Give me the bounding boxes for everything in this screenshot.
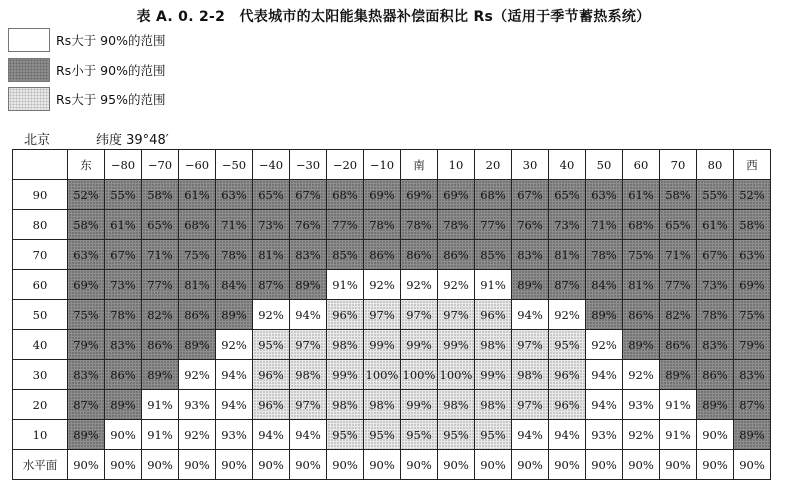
ratio-cell: 63% bbox=[216, 180, 253, 210]
ratio-cell: 90% bbox=[697, 420, 734, 450]
ratio-cell: 83% bbox=[290, 240, 327, 270]
ratio-cell: 86% bbox=[697, 360, 734, 390]
ratio-cell: 95% bbox=[438, 420, 475, 450]
column-header: −10 bbox=[364, 150, 401, 180]
ratio-cell: 67% bbox=[512, 180, 549, 210]
ratio-cell: 89% bbox=[142, 360, 179, 390]
ratio-cell: 91% bbox=[660, 390, 697, 420]
column-header: 10 bbox=[438, 150, 475, 180]
latitude-label: 纬度 39°48′ bbox=[96, 133, 169, 148]
ratio-cell: 67% bbox=[290, 180, 327, 210]
ratio-cell: 86% bbox=[364, 240, 401, 270]
column-header: −20 bbox=[327, 150, 364, 180]
ratio-cell: 52% bbox=[68, 180, 105, 210]
ratio-cell: 91% bbox=[142, 390, 179, 420]
ratio-cell: 90% bbox=[290, 450, 327, 480]
column-header: 80 bbox=[697, 150, 734, 180]
ratio-cell: 89% bbox=[586, 300, 623, 330]
row-header: 水平面 bbox=[13, 450, 68, 480]
ratio-cell: 93% bbox=[586, 420, 623, 450]
ratio-cell: 100% bbox=[401, 360, 438, 390]
ratio-cell: 78% bbox=[105, 300, 142, 330]
row-header: 70 bbox=[13, 240, 68, 270]
ratio-cell: 78% bbox=[216, 240, 253, 270]
ratio-cell: 61% bbox=[697, 210, 734, 240]
ratio-cell: 99% bbox=[401, 330, 438, 360]
table-row bbox=[13, 270, 771, 300]
ratio-cell: 86% bbox=[105, 360, 142, 390]
ratio-cell: 90% bbox=[364, 450, 401, 480]
ratio-cell: 83% bbox=[734, 360, 771, 390]
ratio-cell: 68% bbox=[623, 210, 660, 240]
ratio-cell: 95% bbox=[327, 420, 364, 450]
ratio-cell: 95% bbox=[475, 420, 512, 450]
ratio-cell: 98% bbox=[327, 390, 364, 420]
ratio-cell: 78% bbox=[401, 210, 438, 240]
ratio-cell: 94% bbox=[216, 360, 253, 390]
ratio-cell: 97% bbox=[512, 390, 549, 420]
ratio-cell: 97% bbox=[512, 330, 549, 360]
ratio-cell: 96% bbox=[549, 390, 586, 420]
column-header: −50 bbox=[216, 150, 253, 180]
row-header: 20 bbox=[13, 390, 68, 420]
ratio-cell: 98% bbox=[290, 360, 327, 390]
ratio-cell: 73% bbox=[253, 210, 290, 240]
table-row bbox=[13, 180, 771, 210]
compensation-ratio-table bbox=[12, 149, 771, 480]
ratio-cell: 98% bbox=[364, 390, 401, 420]
ratio-cell: 95% bbox=[253, 330, 290, 360]
ratio-cell: 85% bbox=[475, 240, 512, 270]
ratio-cell: 61% bbox=[179, 180, 216, 210]
ratio-cell: 90% bbox=[660, 450, 697, 480]
ratio-cell: 89% bbox=[660, 360, 697, 390]
ratio-cell: 87% bbox=[253, 270, 290, 300]
ratio-cell: 99% bbox=[401, 390, 438, 420]
table-row bbox=[13, 420, 771, 450]
row-header: 80 bbox=[13, 210, 68, 240]
ratio-cell: 87% bbox=[68, 390, 105, 420]
ratio-cell: 92% bbox=[401, 270, 438, 300]
ratio-cell: 69% bbox=[364, 180, 401, 210]
ratio-cell: 52% bbox=[734, 180, 771, 210]
legend-item bbox=[8, 58, 165, 82]
ratio-cell: 94% bbox=[586, 360, 623, 390]
ratio-cell: 71% bbox=[216, 210, 253, 240]
ratio-cell: 86% bbox=[623, 300, 660, 330]
table-title: 表 A. 0. 2-2 代表城市的太阳能集热器补偿面积比 Rs（适用于季节蓄热系统） bbox=[136, 9, 651, 25]
ratio-cell: 91% bbox=[142, 420, 179, 450]
ratio-cell: 94% bbox=[290, 300, 327, 330]
ratio-cell: 81% bbox=[179, 270, 216, 300]
ratio-cell: 98% bbox=[327, 330, 364, 360]
table-row bbox=[13, 360, 771, 390]
ratio-cell: 65% bbox=[660, 210, 697, 240]
column-header: −40 bbox=[253, 150, 290, 180]
ratio-cell: 81% bbox=[253, 240, 290, 270]
ratio-cell: 83% bbox=[105, 330, 142, 360]
ratio-cell: 73% bbox=[549, 210, 586, 240]
ratio-cell: 65% bbox=[549, 180, 586, 210]
ratio-cell: 90% bbox=[734, 450, 771, 480]
row-header: 30 bbox=[13, 360, 68, 390]
ratio-cell: 63% bbox=[734, 240, 771, 270]
ratio-cell: 67% bbox=[105, 240, 142, 270]
row-header: 60 bbox=[13, 270, 68, 300]
ratio-cell: 82% bbox=[142, 300, 179, 330]
ratio-cell: 99% bbox=[364, 330, 401, 360]
ratio-cell: 71% bbox=[586, 210, 623, 240]
ratio-cell: 90% bbox=[179, 450, 216, 480]
ratio-cell: 99% bbox=[475, 360, 512, 390]
ratio-cell: 82% bbox=[660, 300, 697, 330]
ratio-cell: 94% bbox=[512, 300, 549, 330]
ratio-cell: 83% bbox=[68, 360, 105, 390]
ratio-cell: 97% bbox=[401, 300, 438, 330]
ratio-cell: 83% bbox=[697, 330, 734, 360]
ratio-cell: 86% bbox=[142, 330, 179, 360]
ratio-cell: 63% bbox=[68, 240, 105, 270]
table-row bbox=[13, 330, 771, 360]
ratio-cell: 87% bbox=[734, 390, 771, 420]
ratio-cell: 71% bbox=[660, 240, 697, 270]
ratio-cell: 83% bbox=[512, 240, 549, 270]
ratio-cell: 91% bbox=[475, 270, 512, 300]
ratio-cell: 78% bbox=[364, 210, 401, 240]
column-header: 20 bbox=[475, 150, 512, 180]
ratio-cell: 92% bbox=[364, 270, 401, 300]
ratio-cell: 68% bbox=[327, 180, 364, 210]
ratio-cell: 58% bbox=[142, 180, 179, 210]
ratio-cell: 99% bbox=[327, 360, 364, 390]
column-header: 50 bbox=[586, 150, 623, 180]
ratio-cell: 58% bbox=[68, 210, 105, 240]
ratio-cell: 78% bbox=[438, 210, 475, 240]
ratio-cell: 100% bbox=[438, 360, 475, 390]
column-header: 60 bbox=[623, 150, 660, 180]
ratio-cell: 95% bbox=[549, 330, 586, 360]
ratio-cell: 89% bbox=[216, 300, 253, 330]
ratio-cell: 67% bbox=[697, 240, 734, 270]
table-row bbox=[13, 390, 771, 420]
ratio-cell: 92% bbox=[623, 360, 660, 390]
ratio-cell: 90% bbox=[327, 450, 364, 480]
ratio-cell: 92% bbox=[179, 360, 216, 390]
table-row bbox=[13, 300, 771, 330]
ratio-cell: 90% bbox=[623, 450, 660, 480]
ratio-cell: 55% bbox=[697, 180, 734, 210]
ratio-cell: 91% bbox=[327, 270, 364, 300]
ratio-cell: 89% bbox=[623, 330, 660, 360]
ratio-cell: 75% bbox=[734, 300, 771, 330]
ratio-cell: 89% bbox=[290, 270, 327, 300]
column-header: 东 bbox=[68, 150, 105, 180]
table-row bbox=[13, 450, 771, 480]
ratio-cell: 89% bbox=[734, 420, 771, 450]
ratio-cell: 98% bbox=[475, 330, 512, 360]
column-header: −70 bbox=[142, 150, 179, 180]
ratio-cell: 86% bbox=[179, 300, 216, 330]
legend-swatch-white bbox=[8, 28, 50, 52]
ratio-cell: 100% bbox=[364, 360, 401, 390]
ratio-cell: 76% bbox=[290, 210, 327, 240]
ratio-cell: 85% bbox=[327, 240, 364, 270]
ratio-cell: 90% bbox=[586, 450, 623, 480]
column-header: −60 bbox=[179, 150, 216, 180]
ratio-cell: 94% bbox=[216, 390, 253, 420]
ratio-cell: 84% bbox=[216, 270, 253, 300]
ratio-cell: 93% bbox=[623, 390, 660, 420]
ratio-cell: 69% bbox=[734, 270, 771, 300]
ratio-cell: 98% bbox=[438, 390, 475, 420]
ratio-cell: 73% bbox=[105, 270, 142, 300]
ratio-cell: 90% bbox=[475, 450, 512, 480]
row-header: 10 bbox=[13, 420, 68, 450]
column-header: 30 bbox=[512, 150, 549, 180]
header-row bbox=[13, 150, 771, 180]
ratio-cell: 90% bbox=[401, 450, 438, 480]
column-header: 西 bbox=[734, 150, 771, 180]
ratio-cell: 90% bbox=[142, 450, 179, 480]
ratio-cell: 89% bbox=[105, 390, 142, 420]
ratio-cell: 97% bbox=[364, 300, 401, 330]
ratio-cell: 86% bbox=[438, 240, 475, 270]
ratio-cell: 77% bbox=[660, 270, 697, 300]
row-header: 50 bbox=[13, 300, 68, 330]
ratio-cell: 77% bbox=[327, 210, 364, 240]
city-label: 北京 bbox=[24, 133, 51, 148]
legend-label: Rs大于 90%的范围 bbox=[56, 33, 166, 48]
ratio-cell: 90% bbox=[68, 450, 105, 480]
legend-swatch-light bbox=[8, 87, 50, 111]
ratio-cell: 86% bbox=[660, 330, 697, 360]
column-header: 40 bbox=[549, 150, 586, 180]
ratio-cell: 69% bbox=[401, 180, 438, 210]
ratio-cell: 96% bbox=[327, 300, 364, 330]
ratio-cell: 75% bbox=[623, 240, 660, 270]
ratio-cell: 73% bbox=[697, 270, 734, 300]
ratio-cell: 93% bbox=[216, 420, 253, 450]
ratio-cell: 77% bbox=[142, 270, 179, 300]
ratio-cell: 79% bbox=[68, 330, 105, 360]
ratio-cell: 68% bbox=[179, 210, 216, 240]
ratio-cell: 78% bbox=[697, 300, 734, 330]
ratio-cell: 91% bbox=[660, 420, 697, 450]
ratio-cell: 63% bbox=[586, 180, 623, 210]
row-header: 90 bbox=[13, 180, 68, 210]
legend-label: Rs小于 90%的范围 bbox=[56, 63, 166, 78]
ratio-cell: 94% bbox=[586, 390, 623, 420]
ratio-cell: 90% bbox=[253, 450, 290, 480]
table-row bbox=[13, 210, 771, 240]
legend-item bbox=[8, 28, 165, 52]
ratio-cell: 92% bbox=[549, 300, 586, 330]
ratio-cell: 97% bbox=[290, 330, 327, 360]
ratio-cell: 61% bbox=[623, 180, 660, 210]
ratio-cell: 65% bbox=[142, 210, 179, 240]
ratio-cell: 89% bbox=[697, 390, 734, 420]
ratio-cell: 75% bbox=[179, 240, 216, 270]
ratio-cell: 94% bbox=[549, 420, 586, 450]
ratio-cell: 75% bbox=[68, 300, 105, 330]
ratio-cell: 96% bbox=[253, 390, 290, 420]
column-header: −30 bbox=[290, 150, 327, 180]
row-header: 40 bbox=[13, 330, 68, 360]
ratio-cell: 87% bbox=[549, 270, 586, 300]
table-row bbox=[13, 240, 771, 270]
ratio-cell: 68% bbox=[475, 180, 512, 210]
column-header: 70 bbox=[660, 150, 697, 180]
ratio-cell: 89% bbox=[512, 270, 549, 300]
ratio-cell: 61% bbox=[105, 210, 142, 240]
ratio-cell: 65% bbox=[253, 180, 290, 210]
ratio-cell: 79% bbox=[734, 330, 771, 360]
ratio-cell: 90% bbox=[105, 420, 142, 450]
ratio-cell: 78% bbox=[586, 240, 623, 270]
ratio-cell: 97% bbox=[290, 390, 327, 420]
column-header: −80 bbox=[105, 150, 142, 180]
ratio-cell: 86% bbox=[401, 240, 438, 270]
ratio-cell: 94% bbox=[512, 420, 549, 450]
ratio-cell: 55% bbox=[105, 180, 142, 210]
ratio-cell: 81% bbox=[549, 240, 586, 270]
ratio-cell: 90% bbox=[105, 450, 142, 480]
legend-swatch-dark bbox=[8, 58, 50, 82]
ratio-cell: 69% bbox=[68, 270, 105, 300]
ratio-cell: 89% bbox=[68, 420, 105, 450]
ratio-cell: 94% bbox=[253, 420, 290, 450]
ratio-cell: 97% bbox=[438, 300, 475, 330]
ratio-cell: 95% bbox=[364, 420, 401, 450]
ratio-cell: 94% bbox=[290, 420, 327, 450]
ratio-cell: 98% bbox=[475, 390, 512, 420]
corner-cell bbox=[13, 150, 68, 180]
ratio-cell: 92% bbox=[253, 300, 290, 330]
ratio-cell: 92% bbox=[179, 420, 216, 450]
ratio-cell: 77% bbox=[475, 210, 512, 240]
ratio-cell: 92% bbox=[586, 330, 623, 360]
ratio-cell: 71% bbox=[142, 240, 179, 270]
ratio-cell: 95% bbox=[401, 420, 438, 450]
ratio-cell: 90% bbox=[216, 450, 253, 480]
ratio-cell: 98% bbox=[512, 360, 549, 390]
ratio-cell: 93% bbox=[179, 390, 216, 420]
ratio-cell: 69% bbox=[438, 180, 475, 210]
ratio-cell: 58% bbox=[660, 180, 697, 210]
column-header: 南 bbox=[401, 150, 438, 180]
ratio-cell: 90% bbox=[549, 450, 586, 480]
ratio-cell: 76% bbox=[512, 210, 549, 240]
ratio-cell: 90% bbox=[697, 450, 734, 480]
legend-label: Rs大于 95%的范围 bbox=[56, 92, 166, 107]
ratio-cell: 96% bbox=[475, 300, 512, 330]
ratio-cell: 99% bbox=[438, 330, 475, 360]
ratio-cell: 90% bbox=[438, 450, 475, 480]
ratio-cell: 92% bbox=[216, 330, 253, 360]
ratio-cell: 96% bbox=[549, 360, 586, 390]
ratio-cell: 92% bbox=[623, 420, 660, 450]
ratio-cell: 96% bbox=[253, 360, 290, 390]
ratio-cell: 89% bbox=[179, 330, 216, 360]
ratio-cell: 84% bbox=[586, 270, 623, 300]
legend-item bbox=[8, 87, 165, 111]
ratio-cell: 92% bbox=[438, 270, 475, 300]
ratio-cell: 90% bbox=[512, 450, 549, 480]
ratio-cell: 81% bbox=[623, 270, 660, 300]
ratio-cell: 58% bbox=[734, 210, 771, 240]
